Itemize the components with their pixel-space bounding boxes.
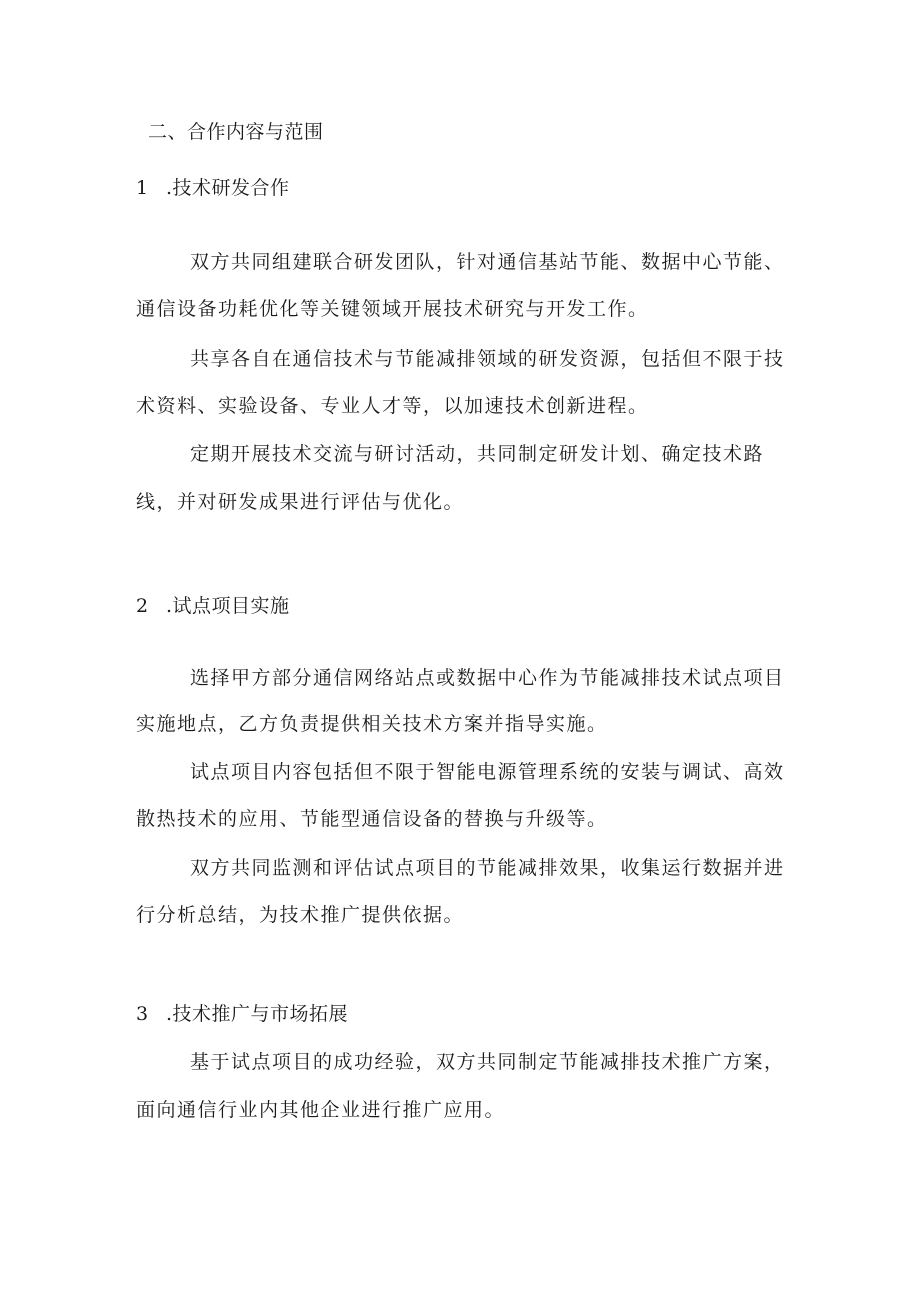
paragraph-line: 双方共同组建联合研发团队，针对通信基站节能、数据中心节能、 xyxy=(190,251,785,273)
paragraph-line: 选择甲方部分通信网络站点或数据中心作为节能减排技术试点项目 xyxy=(190,667,785,689)
paragraph-line: 术资料、实验设备、专业人才等，以加速技术创新进程。 xyxy=(136,395,649,417)
subsection-heading-1 xyxy=(136,176,290,200)
paragraph-line: 面向通信行业内其他企业进行推广应用。 xyxy=(136,1099,506,1121)
subsection-number: 3 xyxy=(136,1003,149,1025)
subsection-title: .技术推广与市场拓展 xyxy=(166,1003,349,1025)
paragraph-line: 行分析总结，为技术推广提供依据。 xyxy=(136,904,465,926)
subsection-number: 1 xyxy=(136,177,149,199)
paragraph-line: 通信设备功耗优化等关键领域开展技术研究与开发工作。 xyxy=(136,298,649,320)
subsection-heading-3 xyxy=(136,1002,348,1026)
paragraph-line: 线，并对研发成果进行评估与优化。 xyxy=(136,491,465,513)
subsection-title: .试点项目实施 xyxy=(166,595,290,617)
paragraph-line: 共享各自在通信技术与节能减排领域的研发资源，包括但不限于技 xyxy=(190,348,785,370)
subsection-heading-2 xyxy=(136,594,290,618)
paragraph-line: 试点项目内容包括但不限于智能电源管理系统的安装与调试、高效 xyxy=(190,761,785,783)
paragraph-line: 散热技术的应用、节能型通信设备的替换与升级等。 xyxy=(136,808,608,830)
subsection-title: .技术研发合作 xyxy=(166,177,290,199)
paragraph-line: 定期开展技术交流与研讨活动，共同制定研发计划、确定技术路 xyxy=(190,443,765,465)
subsection-number: 2 xyxy=(136,595,149,617)
paragraph-line: 双方共同监测和评估试点项目的节能减排效果，收集运行数据并进 xyxy=(190,857,785,879)
paragraph-line: 实施地点，乙方负责提供相关技术方案并指导实施。 xyxy=(136,713,608,735)
paragraph-line: 基于试点项目的成功经验，双方共同制定节能减排技术推广方案， xyxy=(190,1051,785,1073)
section-title: 二、合作内容与范围 xyxy=(148,121,324,143)
